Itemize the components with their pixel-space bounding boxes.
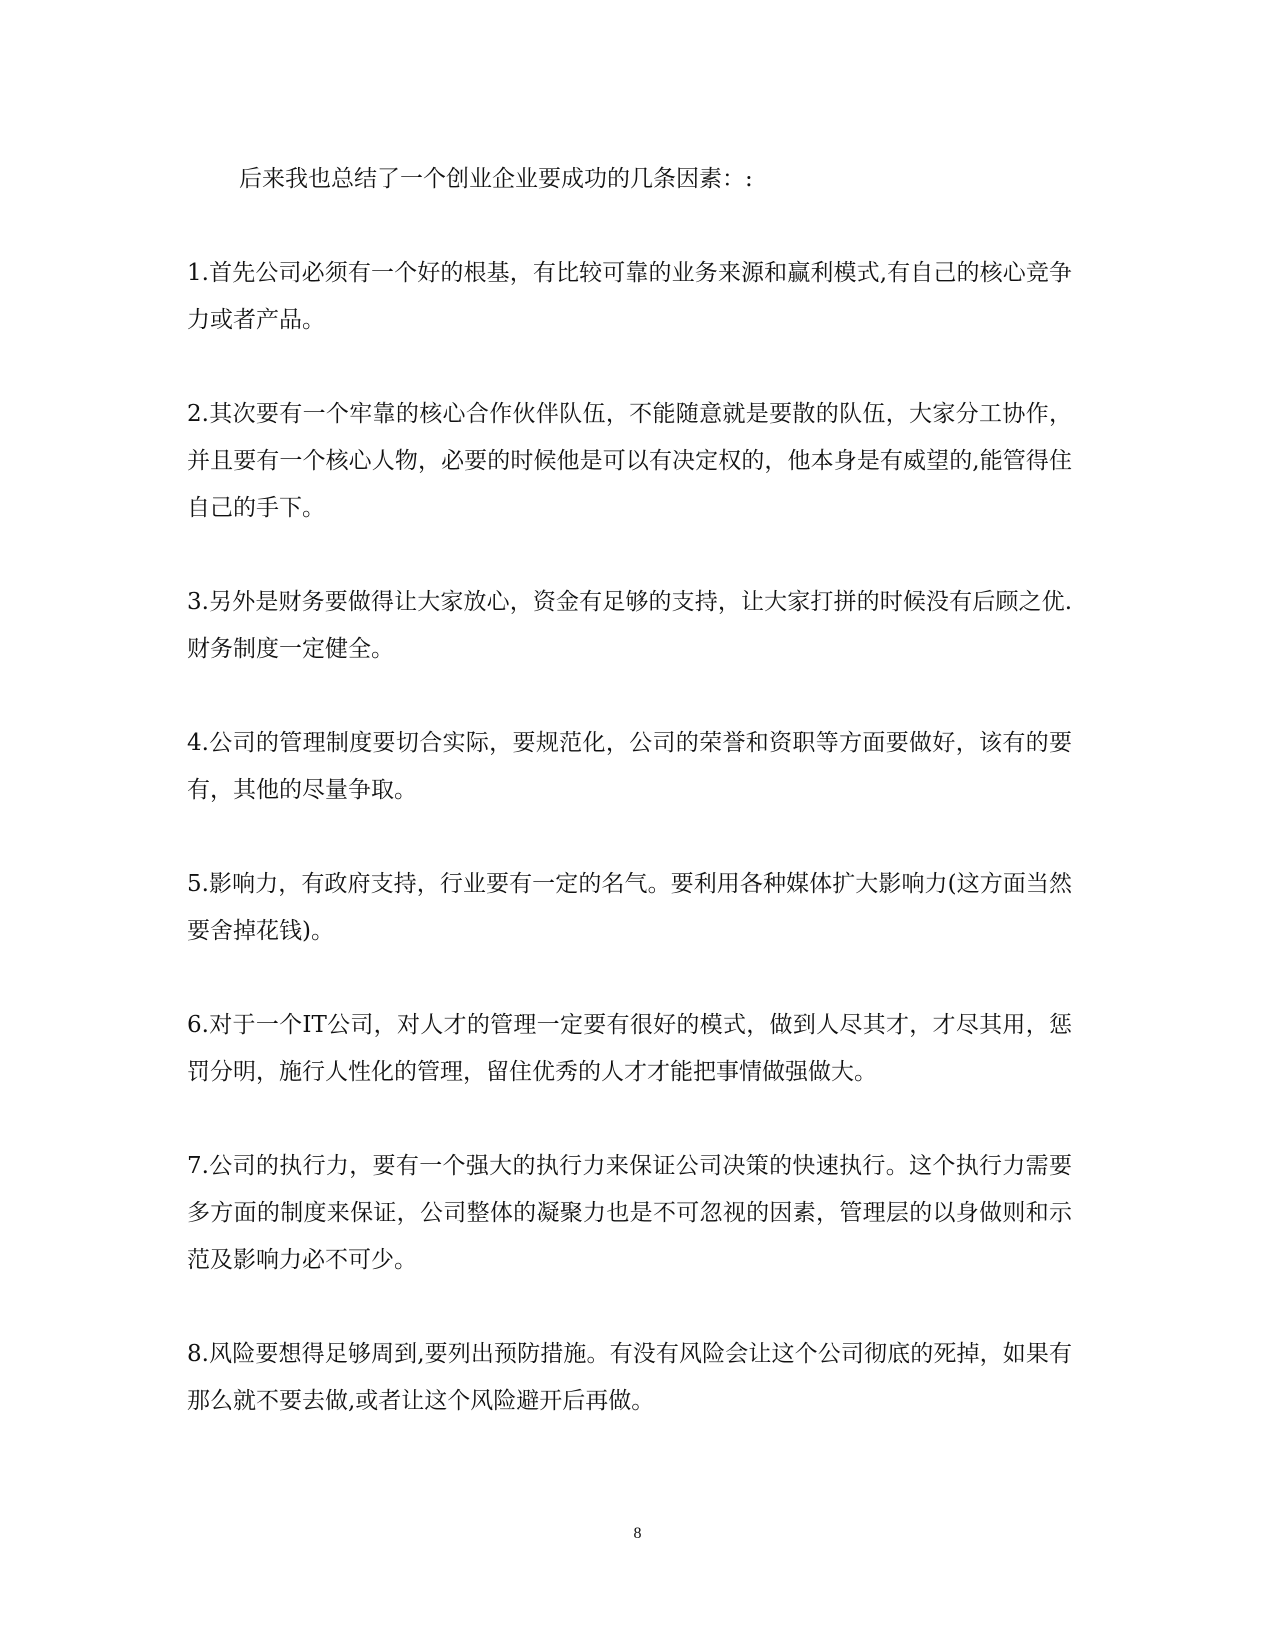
item-text: 对于一个IT公司，对人才的管理一定要有很好的模式，做到人尽其才，才尽其用，惩罚分明，施行人性化的管理，留住优秀的人才才能把事情做强做大。 [187,1012,1072,1085]
item-number: 2. [187,401,209,427]
list-item-4 [187,720,1072,814]
item-number: 7. [187,1153,209,1179]
item-text: 风险要想得足够周到,要列出预防措施。有没有风险会让这个公司彻底的死掉，如果有那么就不要去做,或者让这个风险避开后再做。 [187,1341,1072,1414]
list-item-7 [187,1143,1072,1284]
page-number: 8 [633,1525,642,1542]
list-item-8 [187,1331,1072,1425]
list-item-2 [187,391,1072,532]
list-item-3 [187,579,1072,673]
item-number: 3. [187,589,209,615]
item-number: 1. [187,260,209,286]
item-text: 公司的管理制度要切合实际，要规范化，公司的荣誉和资职等方面要做好，该有的要有，其他的尽量争取。 [187,730,1072,803]
item-text: 另外是财务要做得让大家放心，资金有足够的支持，让大家打拼的时候没有后顾之优.财务制度一定健全。 [187,589,1072,662]
item-text: 首先公司必须有一个好的根基，有比较可靠的业务来源和赢利模式,有自己的核心竞争力或者产品。 [187,260,1072,333]
item-text: 公司的执行力，要有一个强大的执行力来保证公司决策的快速执行。这个执行力需要多方面的制度来保证，公司整体的凝聚力也是不可忽视的因素，管理层的以身做则和示范及影响力必不可少。 [187,1153,1072,1273]
document-body [187,156,1072,1425]
item-number: 5. [187,871,209,897]
list-item-1 [187,250,1072,344]
item-number: 8. [187,1341,209,1367]
item-number: 4. [187,730,209,756]
item-number: 6. [187,1012,209,1038]
intro-paragraph: 后来我也总结了一个创业企业要成功的几条因素：: [239,166,753,192]
list-item-5 [187,861,1072,955]
list-item-6 [187,1002,1072,1096]
item-text: 其次要有一个牢靠的核心合作伙伴队伍，不能随意就是要散的队伍，大家分工协作，并且要有一个核心人物，必要的时候他是可以有决定权的，他本身是有威望的,能管得住自己的手下。 [187,401,1072,521]
item-text: 影响力，有政府支持，行业要有一定的名气。要利用各种媒体扩大影响力(这方面当然要舍掉花钱)。 [187,871,1072,944]
